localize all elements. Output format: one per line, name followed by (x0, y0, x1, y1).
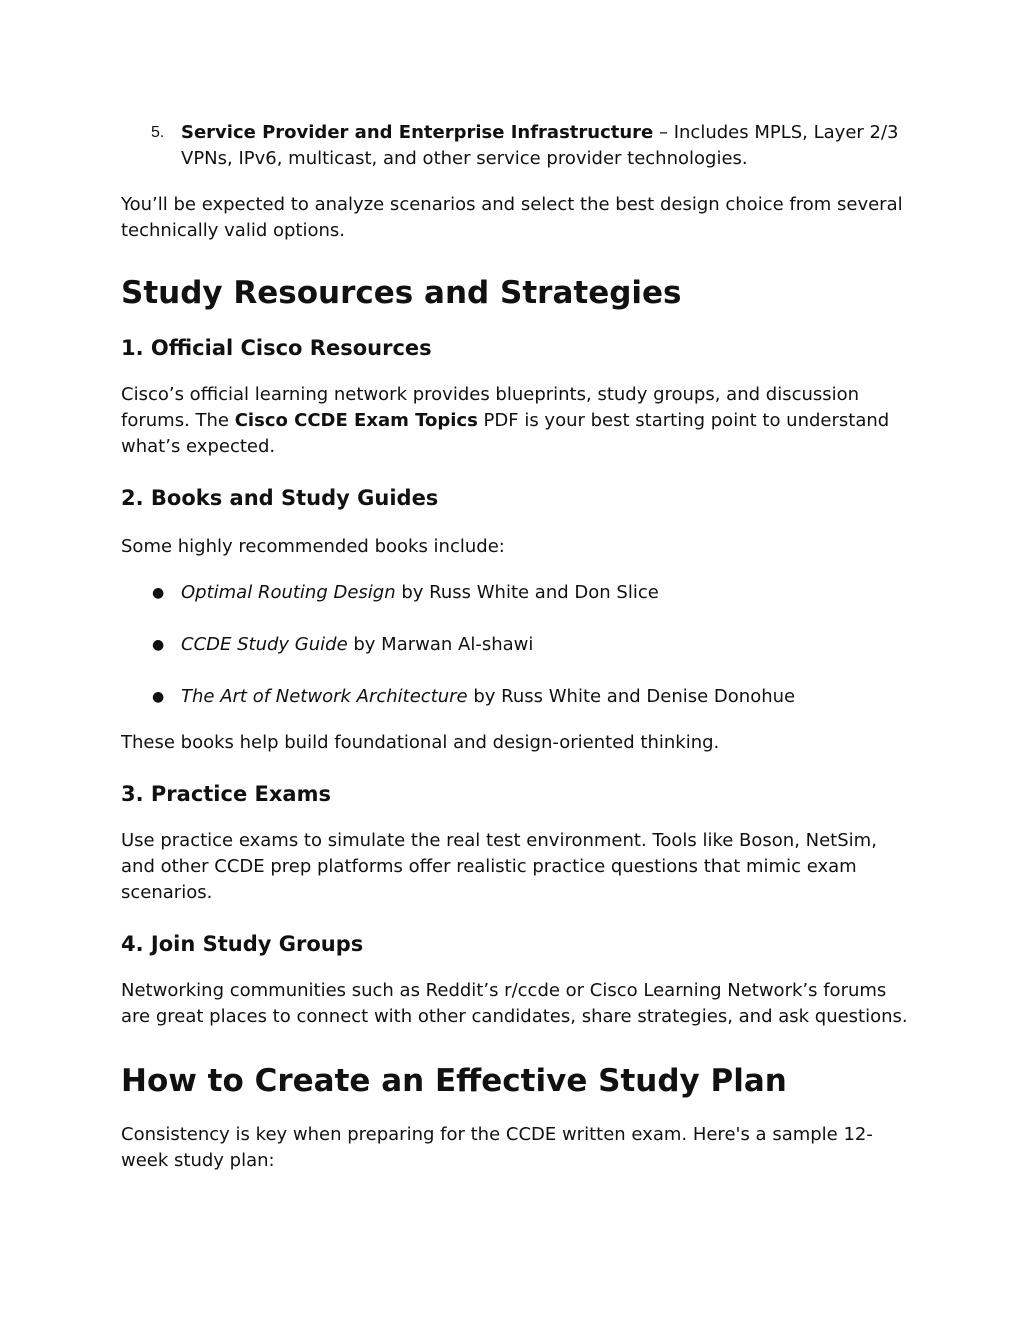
intro-paragraph: You’ll be expected to analyze scenarios and select the best design choice from several technically valid options. (121, 194, 903, 241)
list-item-bold-title: Service Provider and Enterprise Infrastructure (181, 122, 654, 143)
books-intro: Some highly recommended books include: (121, 536, 505, 557)
bullet-icon: ● (152, 637, 165, 653)
study-groups-paragraph: Networking communities such as Reddit’s r/ccde or Cisco Learning Network’s forums are great places to connect with other candidates, share strategies, and ask questions. (121, 980, 908, 1027)
list-item (121, 684, 911, 710)
official-resources-paragraph (121, 382, 911, 460)
heading-practice-exams: 3. Practice Exams (121, 782, 331, 806)
list-item (121, 632, 911, 658)
list-item-5 (121, 120, 911, 172)
heading-official-resources: 1. Official Cisco Resources (121, 336, 432, 360)
list-item-text: – Includes MPLS, Layer 2/3 VPNs, IPv6, multicast, and other service provider technologies. (181, 122, 899, 169)
bullet-icon: ● (152, 585, 165, 601)
book-title: The Art of Network Architecture (181, 686, 468, 707)
official-text-a: Cisco’s official learning network provides blueprints, study groups, and discussion forums. The (121, 384, 860, 431)
book-author: by Russ White and Don Slice (395, 582, 659, 603)
document-page (121, 120, 911, 1174)
list-number: 5. (151, 124, 165, 141)
official-text-b: PDF is your best starting point to understand what’s expected. (121, 410, 890, 457)
section-title-study-resources: Study Resources and Strategies (121, 275, 682, 311)
heading-study-groups: 4. Join Study Groups (121, 932, 364, 956)
book-title: Optimal Routing Design (181, 582, 396, 603)
book-author: by Russ White and Denise Donohue (467, 686, 796, 707)
book-title: CCDE Study Guide (181, 634, 348, 655)
heading-books: 2. Books and Study Guides (121, 486, 439, 510)
book-author: by Marwan Al-shawi (347, 634, 534, 655)
bullet-icon: ● (152, 689, 165, 705)
books-list (121, 580, 911, 710)
official-text-bold: Cisco CCDE Exam Topics (234, 410, 478, 431)
study-plan-paragraph: Consistency is key when preparing for the CCDE written exam. Here's a sample 12-week study plan: (121, 1124, 873, 1171)
section-title-study-plan: How to Create an Effective Study Plan (121, 1063, 787, 1099)
practice-exams-paragraph: Use practice exams to simulate the real test environment. Tools like Boson, NetSim, and other CCDE prep platforms offer realistic practice questions that mimic exam scenarios. (121, 830, 877, 903)
list-item (121, 580, 911, 606)
books-outro: These books help build foundational and design-oriented thinking. (121, 732, 720, 753)
